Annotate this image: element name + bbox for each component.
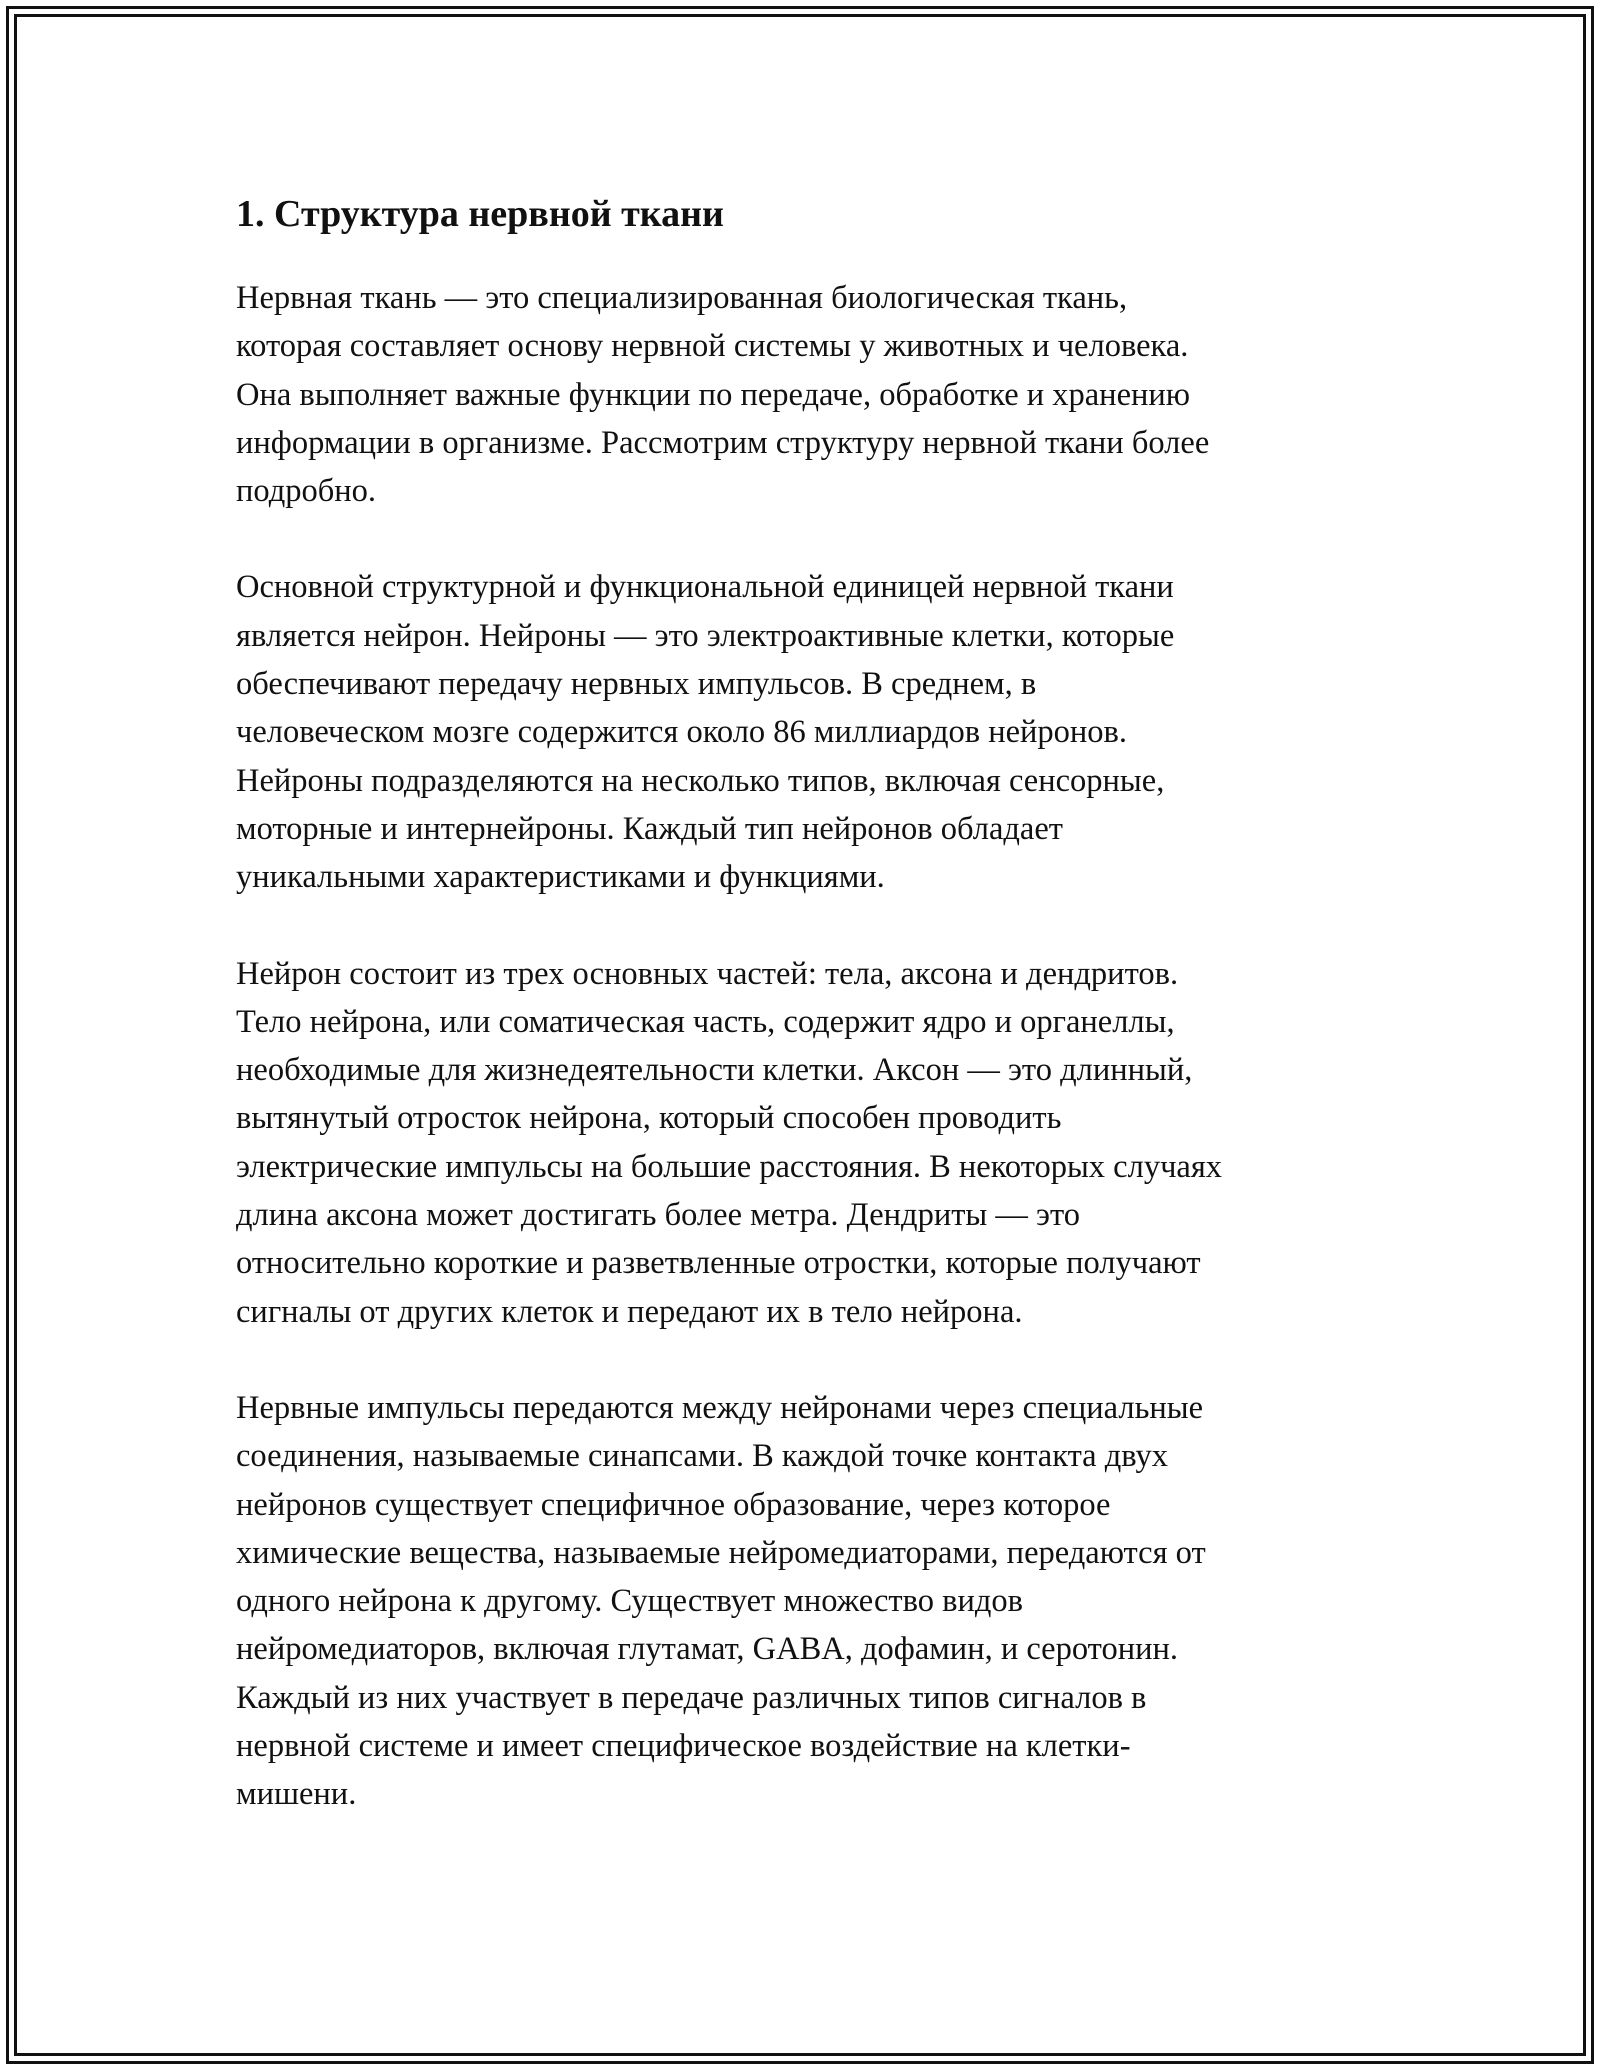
paragraph-intro: Нервная ткань — это специализированная биологическая ткань, которая составляет основу нервной системы у животных и человека. Она выполняет важные функции по передаче, обработке и хранению информации в организме. Рассмотрим структуру нервной ткани более подробно. — [236, 280, 1210, 510]
document-body — [236, 186, 1364, 1867]
paragraph-neuron-unit: Основной структурной и функциональной единицей нервной ткани является нейрон. Нейроны — это электроактивные клетки, которые обеспечивают передачу нервных импульсов. В среднем, в человеческом мозге содержится около 86 миллиардов нейронов. Нейроны подразделяются на несколько типов, включая сенсорные, моторные и интернейроны. Каждый тип нейронов обладает уникальными характеристиками и функциями. — [236, 569, 1175, 896]
section-heading: 1. Структура нервной ткани — [236, 193, 724, 235]
paragraph-neuron-parts: Нейрон состоит из трех основных частей: тела, аксона и дендритов. Тело нейрона, или соматическая часть, содержит ядро и органеллы, необходимые для жизнедеятельности клетки. Аксон — это длинный, вытянутый отросток нейрона, который способен проводить электрические импульсы на большие расстояния. В некоторых случаях длина аксона может достигать более метра. Дендриты — это относительно короткие и разветвленные отростки, которые получают сигналы от других клеток и передают их в тело нейрона. — [236, 955, 1223, 1330]
paragraph-synapses: Нервные импульсы передаются между нейронами через специальные соединения, называемые синапсами. В каждой точке контакта двух нейронов существует специфичное образование, через которое химические вещества, называемые нейромедиаторами, передаются от одного нейрона к другому. Существует множество видов нейромедиаторов, включая глутамат, GABA, дофамин, и серотонин. Каждый из них участвует в передаче различных типов сигналов в нервной системе и имеет специфическое воздействие на клетки- мишени. — [236, 1389, 1206, 1813]
